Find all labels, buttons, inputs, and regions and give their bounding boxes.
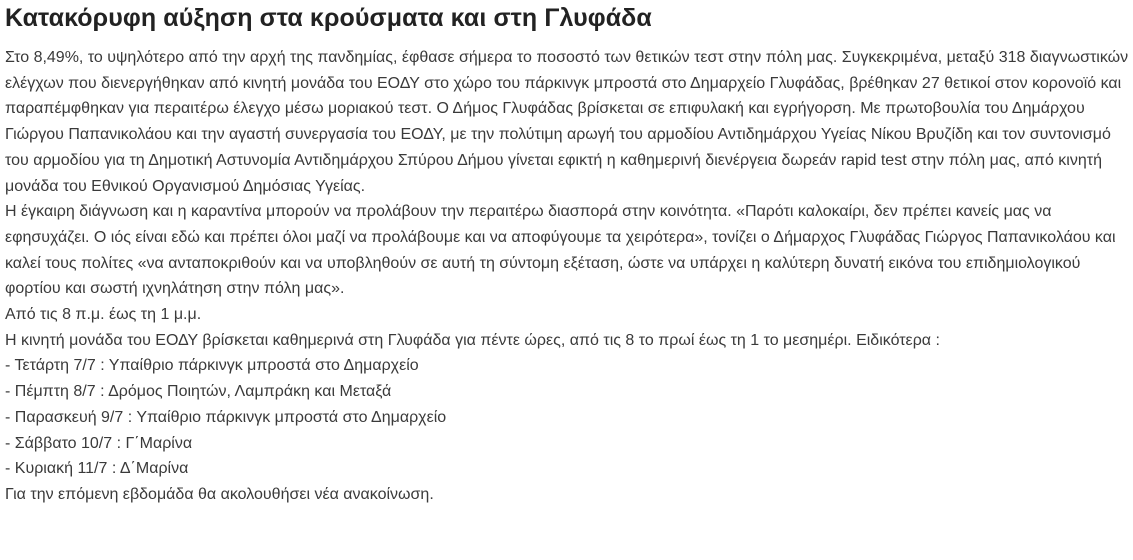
schedule-item-wednesday: - Τετάρτη 7/7 : Υπαίθριο πάρκινγκ μπροστά στο Δημαρχείο	[5, 357, 419, 375]
paragraph-test-results: Στο 8,49%, το υψηλότερο από την αρχή της πανδημίας, έφθασε σήμερα το ποσοστό των θετικών τεστ στην πόλη μας. Συγκεκριμένα, μεταξύ 318 διαγνωστικών ελέγχων που διενεργήθηκαν από κινητή μονάδα του ΕΟΔΥ στο χώρο του πάρκινγκ μπροστά στο Δημαρχείο Γλυφάδας, βρέθηκαν 27 θετικοί στον κορονοϊό και παραπέμφθηκαν για περαιτέρω έλεγχο μέσω μοριακού τεστ. Ο Δήμος Γλυφάδας βρίσκεται σε επιφυλακή και εγρήγορση. Με πρωτοβουλία του Δημάρχου Γιώργου Παπανικολάου και την αγαστή συνεργασία του ΕΟΔΥ, με την πολύτιμη αρωγή του αρμοδίου Αντιδημάρχου Υγείας Νίκου Βρυζίδη και τον συντονισμό του αρμοδίου για τη Δημοτική Αστυνομία Αντιδημάρχου Σπύρου Δήμου γίνεται εφικτή η καθημερινή διενέργεια δωρεάν rapid test στην πόλη μας, από κινητή μονάδα του Εθνικού Οργανισμού Δημόσιας Υγείας.	[5, 49, 1129, 195]
schedule-item-thursday: - Πέμπτη 8/7 : Δρόμος Ποιητών, Λαμπράκη και Μεταξά	[5, 383, 392, 401]
article	[5, 0, 1129, 508]
article-title: Κατακόρυφη αύξηση στα κρούσματα και στη Γλυφάδα	[5, 4, 652, 32]
schedule-item-sunday: - Κυριακή 11/7 : Δ΄Μαρίνα	[5, 460, 189, 478]
paragraph-closing: Για την επόμενη εβδομάδα θα ακολουθήσει νέα ανακοίνωση.	[5, 485, 434, 503]
paragraph-mobile-unit: Η κινητή μονάδα του ΕΟΔΥ βρίσκεται καθημερινά στη Γλυφάδα για πέντε ώρες, από τις 8 το πρωί έως τη 1 το μεσημέρι. Ειδικότερα :	[5, 331, 940, 349]
paragraph-hours: Από τις 8 π.μ. έως τη 1 μ.μ.	[5, 306, 202, 324]
schedule-item-saturday: - Σάββατο 10/7 : Γ΄Μαρίνα	[5, 434, 193, 452]
schedule-item-friday: - Παρασκευή 9/7 : Υπαίθριο πάρκινγκ μπροστά στο Δημαρχείο	[5, 408, 447, 426]
paragraph-mayor-quote: Η έγκαιρη διάγνωση και η καραντίνα μπορούν να προλάβουν την περαιτέρω διασπορά στην κοινότητα. «Παρότι καλοκαίρι, δεν πρέπει κανείς μας να εφησυχάζει. Ο ιός είναι εδώ και πρέπει όλοι μαζί να προλάβουμε και να αποφύγουμε τα χειρότερα», τονίζει ο Δήμαρχος Γλυφάδας Γιώργος Παπανικολάου και καλεί τους πολίτες «να ανταποκριθούν και να υποβληθούν σε αυτή τη σύντομη εξέταση, ώστε να υπάρχει η καλύτερη δυνατή εικόνα του επιδημιολογικού φορτίου και σωστή ιχνηλάτηση στην πόλη μας».	[5, 203, 1116, 298]
schedule-list	[5, 353, 1129, 482]
article-body	[5, 45, 1129, 508]
